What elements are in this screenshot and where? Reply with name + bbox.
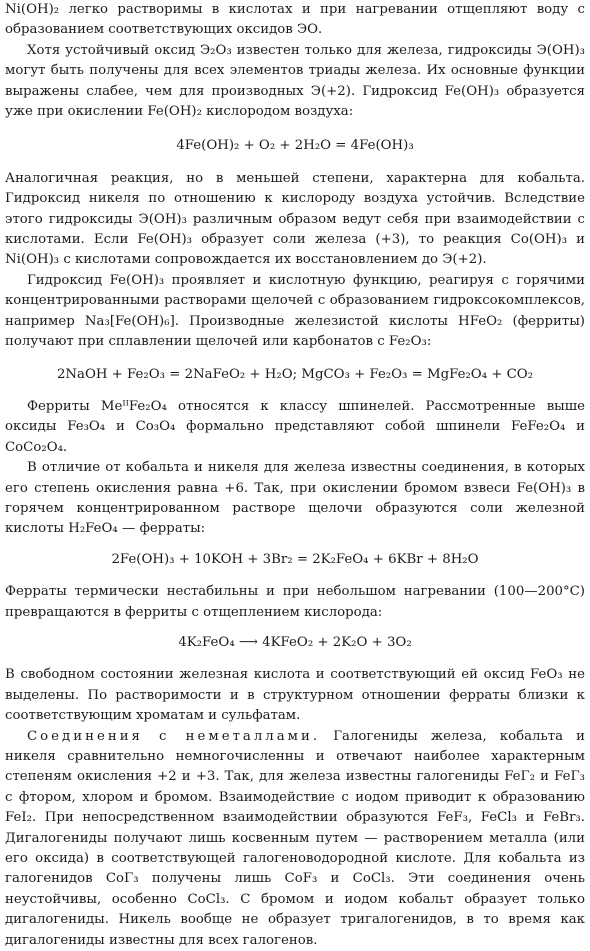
formula-ferrate-decomposition: 4K₂FeO₄ ⟶ 4KFeO₂ + 2K₂O + 3O₂ — [178, 634, 412, 650]
paragraph-9-body: Галогениды железа, кобальта и никеля сравнительно немногочисленны и отвечают наиболее характерным степеням окисления +2 и +3. Так, для железа известны галогениды FeΓ₂ и FeΓ₃ с фтором, хлором и бромом. Взаимодействие с иодом приводит к образованию FeI₂. При непосредственном взаимодействии образуются FeF₃, FeCl₃ и FeBr₃. Дигалогениды получают лишь косвенным путем — растворением металла (или его оксида) в соответствующей галогеноводородной кислоте. Для кобальта из галогенидов CoΓ₃ получены лишь CoF₃ и CoCl₃. Эти соединения очень неустойчивы, особенно CoCl₃. С бромом и иодом кобальт образует только дигалогениды. Никель вообще не образует тригалогенидов, в то время как дигалогениды известны для всех галогенов. — [5, 728, 585, 948]
paragraph-6: В отличие от кобальта и никеля для железа известны соединения, в которых его степень окисления равна +6. Так, при окислении бромом взвеси Fe(OH)₃ в горячем концентрированном растворе щелочи образуются соли железной кислоты H₂FeO₄ — ферраты: — [5, 460, 585, 537]
paragraph-1: Ni(OH)₂ легко растворимы в кислотах и при нагревании отщепляют воду с образованием соответствующих оксидов ЭО. — [5, 2, 585, 38]
paragraph-2: Хотя устойчивый оксид Э₂O₃ известен только для железа, гидроксиды Э(OH)₃ могут быть получены для всех элементов триады железа. Их основные функции выражены слабее, чем для производных Э(+2). Гидроксид Fe(OH)₃ образуется уже при окислении Fe(OH)₂ кислородом воздуха: — [5, 42, 585, 120]
paragraph-8: В свободном состоянии железная кислота и соответствующий ей оксид FeO₃ не выделены. По растворимости и в структурном отношении ферраты близки к соответствующим хроматам и сульфатам. — [5, 667, 585, 724]
section-lead-nonmetals: Соединения с неметаллами. — [27, 728, 321, 744]
paragraph-7: Ферраты термически нестабильны и при небольшом нагревании (100—200°C) превращаются в ферриты с отщеплением кислорода: — [5, 584, 585, 620]
formula-ferrite-formation: 2NaOH + Fe₂O₃ = 2NaFeO₂ + H₂O; MgCO₃ + Fe₂O₃ = MgFe₂O₄ + CO₂ — [56, 366, 534, 382]
paragraph-4: Гидроксид Fe(OH)₃ проявляет и кислотную функцию, реагируя с горячими концентрированными растворами щелочей с образованием гидроксокомплексов, например Na₃[Fe(OH)₆]. Производные железистой кислоты HFeO₂ (ферриты) получают при сплавлении щелочей или карбонатов с Fe₂O₃: — [5, 272, 585, 350]
formula-iron-hydroxide-oxidation: 4Fe(OH)₂ + O₂ + 2H₂O = 4Fe(OH)₃ — [176, 138, 414, 154]
paragraph-5: Ферриты MeᴵᴵFe₂O₄ относятся к классу шпинелей. Рассмотренные выше оксиды Fe₃O₄ и Co₃O₄ формально представляют собой шпинели FeFe₂O₄ и CoCo₂O₄. — [5, 398, 585, 455]
formula-ferrate-formation: 2Fe(OH)₃ + 10KOH + 3Br₂ = 2K₂FeO₄ + 6KBr + 8H₂O — [111, 551, 479, 567]
document-page — [5, 0, 585, 951]
paragraph-3: Аналогичная реакция, но в меньшей степени, характерна для кобальта. Гидроксид никеля по отношению к кислороду воздуха устойчив. Вследствие этого гидроксиды Э(OH)₃ различным образом ведут себя при взаимодействии с кислотами. Если Fe(OH)₃ образует соли железа (+3), то реакция Co(OH)₃ и Ni(OH)₃ с кислотами сопровождается их восстановлением до Э(+2). — [5, 170, 585, 268]
paragraph-9 — [5, 727, 585, 951]
